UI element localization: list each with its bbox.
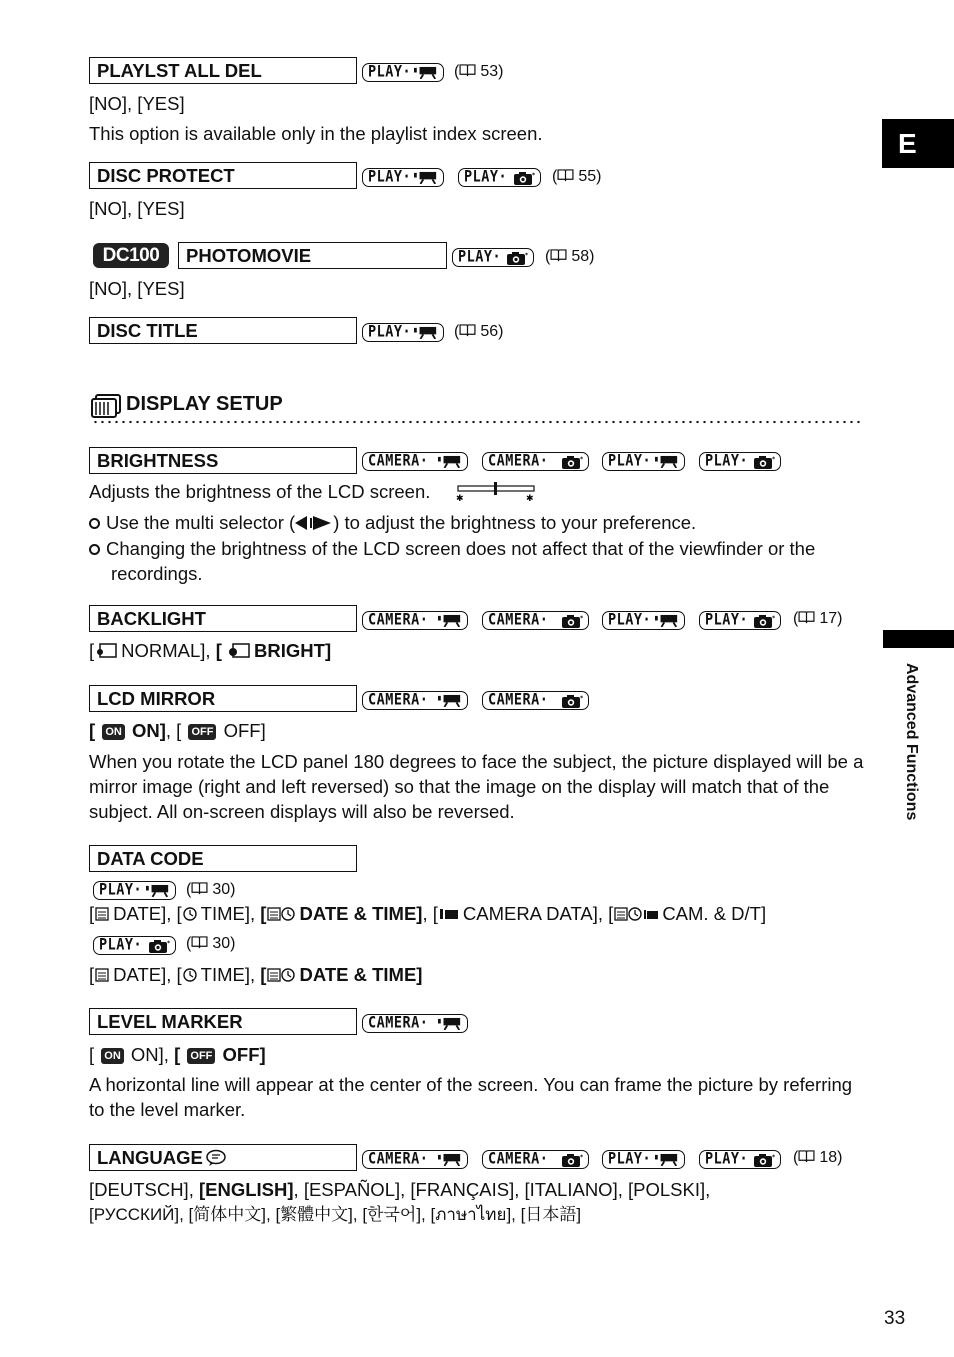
play-movie-badge: PLAY· [602,1150,685,1169]
play-movie-badge: PLAY· [602,452,685,471]
svg-text:✱: ✱ [526,494,534,503]
level-marker-box: LEVEL MARKER [89,1008,357,1035]
movie-icon [655,614,679,627]
clock-icon [182,967,198,983]
page-ref: ( 30) [186,881,236,898]
camera-movie-badge: CAMERA· [362,691,468,710]
page-ref: ( 17) [793,610,843,627]
data-code-movie-options: [ DATE], [ TIME], [ DATE & TIME], [ CAMERA DATA], [ CAM. & D/T] [89,903,767,924]
camera-movie-badge: CAMERA· [362,611,468,630]
display-setup-icon [91,393,123,423]
brightness-desc: Adjusts the brightness of the LCD screen. [89,481,431,502]
camera-photo-badge: CAMERA· [482,611,589,630]
backlight-bright-icon [227,641,251,659]
date-icon [94,967,110,983]
disc-title-box: DISC TITLE [89,317,357,344]
disc-protect-box: DISC PROTECT [89,162,357,189]
left-right-arrows-icon [295,516,333,530]
section-tab-e: E [882,119,954,168]
playlst-note: This option is available only in the playlist index screen. [89,123,543,144]
play-movie-badge: PLAY· [93,881,176,900]
off-pill: OFF [188,724,216,740]
brightness-slider-icon [456,481,538,503]
play-movie-badge: PLAY· [602,611,685,630]
camera-photo-badge: CAMERA· [482,691,589,710]
language-box: LANGUAGE [89,1144,357,1171]
play-photo-badge: PLAY· [699,1150,781,1169]
backlight-options: [ NORMAL], [ BRIGHT] [89,640,332,661]
play-photo-badge: PLAY· [452,248,534,267]
camera-icon [561,614,583,628]
movie-icon [438,694,462,707]
dc100-badge: DC100 [93,243,169,268]
photomovie-box: PHOTOMOVIE [178,242,447,269]
camera-movie-badge: CAMERA· [362,452,468,471]
play-movie-badge: PLAY· [362,168,444,187]
camera-icon [561,694,583,708]
level-marker-options: [ ON ON], [ OFF OFF] [89,1044,266,1065]
play-photo-badge: PLAY· [93,936,176,955]
section-heading: DISPLAY SETUP [126,393,283,415]
cam-date-time-icon [613,906,659,922]
play-photo-badge: PLAY· [699,452,781,471]
date-icon [94,906,110,922]
play-photo-badge: PLAY· [458,168,541,187]
book-icon [191,936,208,949]
on-pill: ON [101,1048,124,1064]
book-icon [459,64,476,77]
camera-data-icon [438,906,460,922]
movie-icon [414,171,438,184]
on-pill: ON [102,724,125,740]
lcd-mirror-box: LCD MIRROR [89,685,357,712]
camera-icon [561,1153,583,1167]
play-movie-badge: PLAY· [362,63,444,82]
movie-icon [655,1153,679,1166]
language-icon [205,1149,227,1167]
page-ref: ( 30) [186,935,236,952]
page-ref: ( 58) [545,248,595,265]
book-icon [459,324,476,337]
camera-icon [148,939,170,953]
playlst-options: [NO], [YES] [89,93,185,114]
clock-icon [182,906,198,922]
movie-icon [414,66,438,79]
bullet-icon [89,544,100,555]
book-icon [550,249,567,262]
brightness-box: BRIGHTNESS [89,447,357,474]
book-icon [557,169,574,182]
page-number: 33 [884,1308,906,1329]
photomovie-options: [NO], [YES] [89,278,185,299]
language-options-2: [РУССКИЙ], [简体中文], [繁體中文], [한국어], [ภาษาไทย], [日本語] [89,1205,582,1224]
play-photo-badge: PLAY· [699,611,781,630]
movie-icon [438,1017,462,1030]
section-label: Advanced Functions [903,663,920,821]
book-icon [798,611,815,624]
playlst-all-del-box: PLAYLST ALL DEL [89,57,357,84]
language-options-1: [DEUTSCH], [ENGLISH], [ESPAÑOL], [FRANÇAIS], [ITALIANO], [POLSKI], [89,1179,711,1200]
brightness-bullet-1: Use the multi selector ( ) to adjust the brightness to your preference. [89,513,696,533]
movie-icon [438,455,462,468]
movie-icon [655,455,679,468]
lcd-mirror-options: [ ON ON], [ OFF OFF] [89,720,266,741]
page-ref: ( 55) [552,168,602,185]
svg-text:✱: ✱ [456,494,464,503]
movie-icon [414,326,438,339]
page-ref: ( 18) [793,1149,843,1166]
movie-icon [146,884,170,897]
backlight-normal-icon [94,641,118,659]
brightness-bullet-2: Changing the brightness of the LCD screen does not affect that of the viewfinder or the recordings. [89,536,864,586]
movie-icon [438,1153,462,1166]
camera-icon [753,614,775,628]
camera-movie-badge: CAMERA· [362,1014,468,1033]
camera-icon [753,455,775,469]
data-code-photo-options: [ DATE], [ TIME], [ DATE & TIME] [89,964,423,985]
data-code-box: DATA CODE [89,845,357,872]
camera-photo-badge: CAMERA· [482,1150,589,1169]
camera-icon [753,1153,775,1167]
camera-icon [561,455,583,469]
bullet-icon [89,518,100,529]
heading-divider [92,420,862,424]
camera-icon [506,251,528,265]
camera-photo-badge: CAMERA· [482,452,589,471]
date-time-icon [266,906,296,922]
backlight-box: BACKLIGHT [89,605,357,632]
date-time-icon [266,967,296,983]
off-pill: OFF [187,1048,215,1064]
side-divider-bar [883,630,954,648]
book-icon [798,1150,815,1163]
play-movie-badge: PLAY· [362,323,444,342]
book-icon [191,882,208,895]
lcd-mirror-desc: When you rotate the LCD panel 180 degrees to face the subject, the picture displayed will be a mirror image (right and left reversed) so that the image on the display will match that of the subject. All on-screen displays will also be reversed. [89,751,864,822]
level-marker-desc: A horizontal line will appear at the center of the screen. You can frame the picture by referring to the level marker. [89,1074,853,1120]
camera-movie-badge: CAMERA· [362,1150,468,1169]
disc-protect-options: [NO], [YES] [89,198,185,219]
movie-icon [438,614,462,627]
camera-icon [513,171,535,185]
page-ref: ( 56) [454,323,504,340]
page-ref: ( 53) [454,63,504,80]
